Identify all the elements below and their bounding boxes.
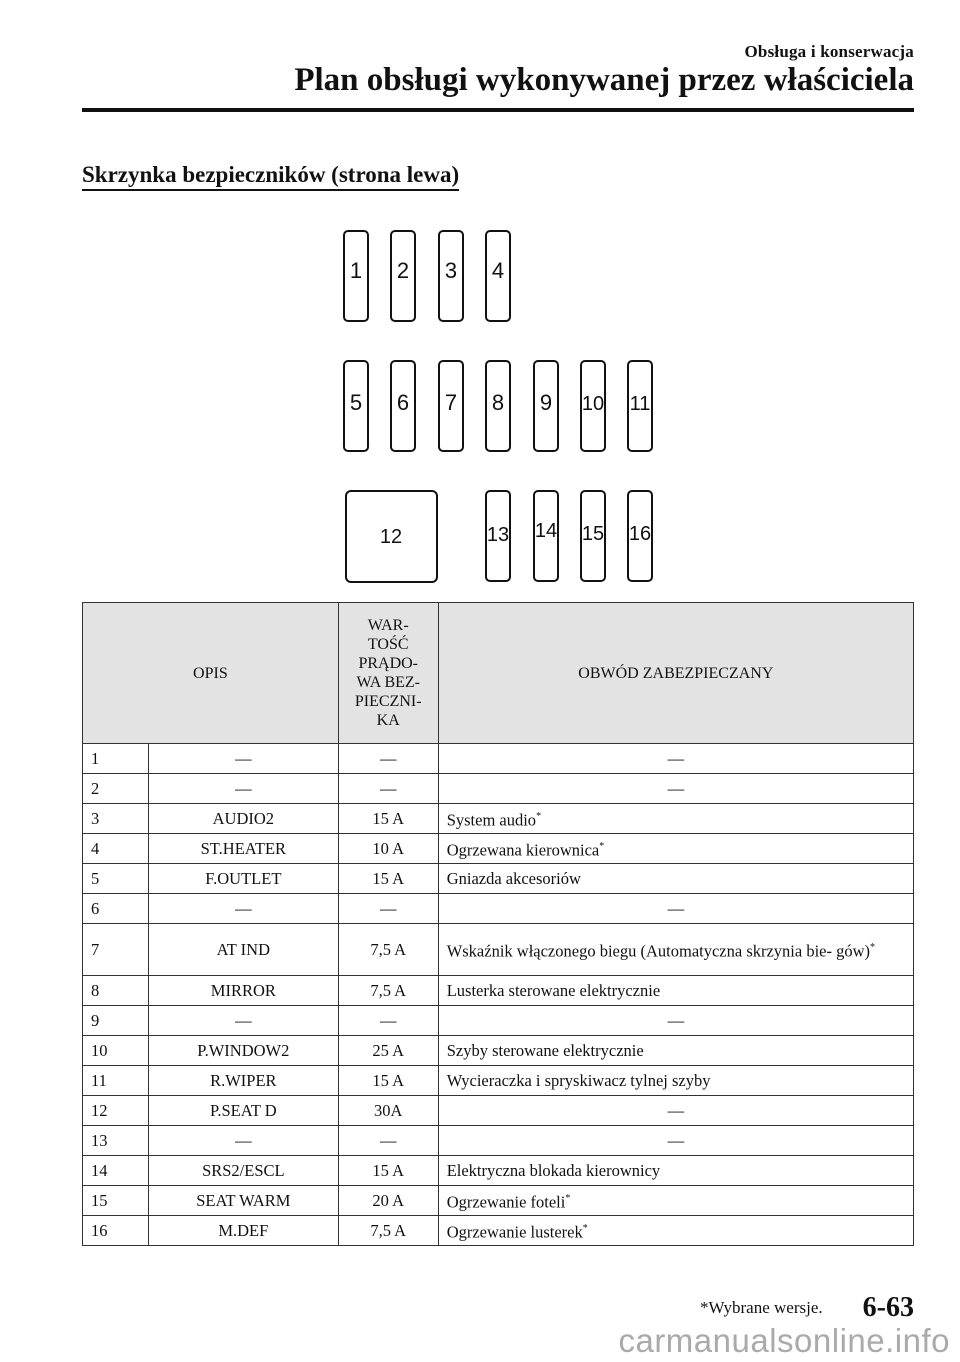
optional-equipment-mark: *: [599, 840, 605, 852]
footnote: *Wybrane wersje.: [700, 1298, 823, 1317]
protected-circuit-cell: Wskaźnik włączonego biegu (Automatyczna skrzynia bie- gów)*: [438, 924, 913, 976]
fuse-rating-cell: 15 A: [338, 804, 438, 834]
table-row: [83, 1186, 914, 1216]
fuse-number-cell: 9: [83, 1006, 149, 1036]
fuse-description-cell: —: [148, 744, 338, 774]
fuse-rating-cell: —: [338, 1006, 438, 1036]
protected-circuit-cell: Lusterka sterowane elektrycznie: [438, 976, 913, 1006]
fuse-description-cell: SRS2/ESCL: [148, 1156, 338, 1186]
table-header-row: [83, 603, 914, 744]
fuse-label: 7: [444, 390, 458, 415]
fuse-rating-cell: 15 A: [338, 864, 438, 894]
table-row: [83, 1006, 914, 1036]
protected-circuit-cell: Ogrzewanie foteli*: [438, 1186, 913, 1216]
optional-equipment-mark: *: [870, 941, 876, 953]
fuse-rating-cell: 20 A: [338, 1186, 438, 1216]
fuse-description-cell: AT IND: [148, 924, 338, 976]
table-row: [83, 1216, 914, 1246]
fuse-label: 14: [534, 520, 558, 542]
fuse-diagram: [0, 0, 960, 600]
fuse-description-cell: —: [148, 894, 338, 924]
fuse-label: 9: [539, 390, 553, 415]
fuse-number-cell: 12: [83, 1096, 149, 1126]
section-label: Obsługa i konserwacja: [744, 42, 914, 61]
fuse-label: 8: [491, 390, 505, 415]
table-row: [83, 1126, 914, 1156]
optional-equipment-mark: *: [536, 810, 542, 822]
protected-circuit-cell: —: [438, 744, 913, 774]
fuse-number-cell: 14: [83, 1156, 149, 1186]
fuse-number-cell: 16: [83, 1216, 149, 1246]
fuse-15: [581, 491, 605, 581]
fuse-rating-cell: 15 A: [338, 1066, 438, 1096]
fuse-description-cell: —: [148, 1126, 338, 1156]
fuse-label: 16: [628, 523, 652, 545]
fuse-rating-cell: 30A: [338, 1096, 438, 1126]
page-number: 6-63: [862, 1292, 914, 1323]
fuse-number-cell: 2: [83, 774, 149, 804]
fuse-5: [344, 361, 368, 451]
table-row: [83, 804, 914, 834]
protected-circuit-cell: Elektryczna blokada kierownicy: [438, 1156, 913, 1186]
fuse-rating-cell: 7,5 A: [338, 924, 438, 976]
fuse-rating-cell: —: [338, 1126, 438, 1156]
fuse-label: 12: [379, 526, 403, 548]
protected-circuit-cell: System audio*: [438, 804, 913, 834]
fuse-11: [628, 361, 652, 451]
fuse-rating-cell: —: [338, 894, 438, 924]
table-row: [83, 1096, 914, 1126]
fuse-label: 1: [349, 258, 363, 283]
fuse-14: [534, 491, 558, 581]
table-row: [83, 1066, 914, 1096]
page-title: Plan obsługi wykonywanej przez właściciela: [294, 62, 914, 98]
fuse-number-cell: 13: [83, 1126, 149, 1156]
fuse-9: [534, 361, 558, 451]
fuse-8: [486, 361, 510, 451]
protected-circuit-cell: Szyby sterowane elektrycznie: [438, 1036, 913, 1066]
fuse-label: 4: [491, 258, 505, 283]
fuse-6: [391, 361, 415, 451]
fuse-12: [346, 491, 437, 582]
fuse-description-cell: —: [148, 774, 338, 804]
optional-equipment-mark: *: [582, 1222, 588, 1234]
fuse-number-cell: 3: [83, 804, 149, 834]
fuse-table: [82, 602, 914, 1246]
section-heading: Skrzynka bezpieczników (strona lewa): [82, 162, 459, 191]
fuse-label: 6: [396, 390, 410, 415]
fuse-number-cell: 1: [83, 744, 149, 774]
header-protected-circuit: OBWÓD ZABEZPIECZANY: [438, 603, 913, 744]
fuse-16: [628, 491, 652, 581]
watermark[interactable]: carmanualsonline.info: [618, 1322, 950, 1359]
fuse-number-cell: 4: [83, 834, 149, 864]
fuse-label: 15: [581, 523, 605, 545]
fuse-number-cell: 11: [83, 1066, 149, 1096]
fuse-number-cell: 5: [83, 864, 149, 894]
fuse-number-cell: 15: [83, 1186, 149, 1216]
fuse-7: [439, 361, 463, 451]
fuse-description-cell: M.DEF: [148, 1216, 338, 1246]
fuse-2: [391, 231, 415, 321]
table-row: [83, 834, 914, 864]
fuse-description-cell: AUDIO2: [148, 804, 338, 834]
fuse-label: 10: [581, 393, 605, 415]
protected-circuit-cell: Ogrzewanie lusterek*: [438, 1216, 913, 1246]
fuse-label: 2: [396, 258, 410, 283]
header-description: OPIS: [83, 603, 339, 744]
fuse-description-cell: P.SEAT D: [148, 1096, 338, 1126]
fuse-rating-cell: —: [338, 744, 438, 774]
table-row: [83, 924, 914, 976]
table-row: [83, 864, 914, 894]
optional-equipment-mark: *: [565, 1192, 571, 1204]
fuse-description-cell: R.WIPER: [148, 1066, 338, 1096]
fuse-3: [439, 231, 463, 321]
protected-circuit-cell: —: [438, 1096, 913, 1126]
fuse-label: 3: [444, 258, 458, 283]
fuse-rating-cell: —: [338, 774, 438, 804]
fuse-description-cell: SEAT WARM: [148, 1186, 338, 1216]
fuse-label: 11: [629, 393, 651, 415]
protected-circuit-cell: Ogrzewana kierownica*: [438, 834, 913, 864]
table-row: [83, 1156, 914, 1186]
fuse-description-cell: —: [148, 1006, 338, 1036]
fuse-description-cell: MIRROR: [148, 976, 338, 1006]
header-fuse-rating: WAR- TOŚĆ PRĄDO- WA BEZ- PIECZNI- KA: [338, 603, 438, 744]
table-row: [83, 1036, 914, 1066]
table-row: [83, 774, 914, 804]
fuse-description-cell: P.WINDOW2: [148, 1036, 338, 1066]
fuse-10: [581, 361, 605, 451]
fuse-rating-cell: 7,5 A: [338, 1216, 438, 1246]
table-row: [83, 976, 914, 1006]
fuse-4: [486, 231, 510, 321]
fuse-number-cell: 10: [83, 1036, 149, 1066]
fuse-label: 13: [486, 524, 510, 546]
fuse-rating-cell: 7,5 A: [338, 976, 438, 1006]
fuse-number-cell: 7: [83, 924, 149, 976]
table-row: [83, 894, 914, 924]
protected-circuit-cell: Wycieraczka i spryskiwacz tylnej szyby: [438, 1066, 913, 1096]
protected-circuit-cell: —: [438, 1126, 913, 1156]
protected-circuit-cell: —: [438, 774, 913, 804]
fuse-label: 5: [349, 390, 363, 415]
fuse-number-cell: 8: [83, 976, 149, 1006]
fuse-description-cell: F.OUTLET: [148, 864, 338, 894]
fuse-rating-cell: 15 A: [338, 1156, 438, 1186]
fuse-rating-cell: 25 A: [338, 1036, 438, 1066]
fuse-13: [486, 491, 510, 581]
protected-circuit-cell: —: [438, 894, 913, 924]
fuse-1: [344, 231, 368, 321]
fuse-number-cell: 6: [83, 894, 149, 924]
table-row: [83, 744, 914, 774]
fuse-rating-cell: 10 A: [338, 834, 438, 864]
fuse-description-cell: ST.HEATER: [148, 834, 338, 864]
protected-circuit-cell: Gniazda akcesoriów: [438, 864, 913, 894]
protected-circuit-cell: —: [438, 1006, 913, 1036]
